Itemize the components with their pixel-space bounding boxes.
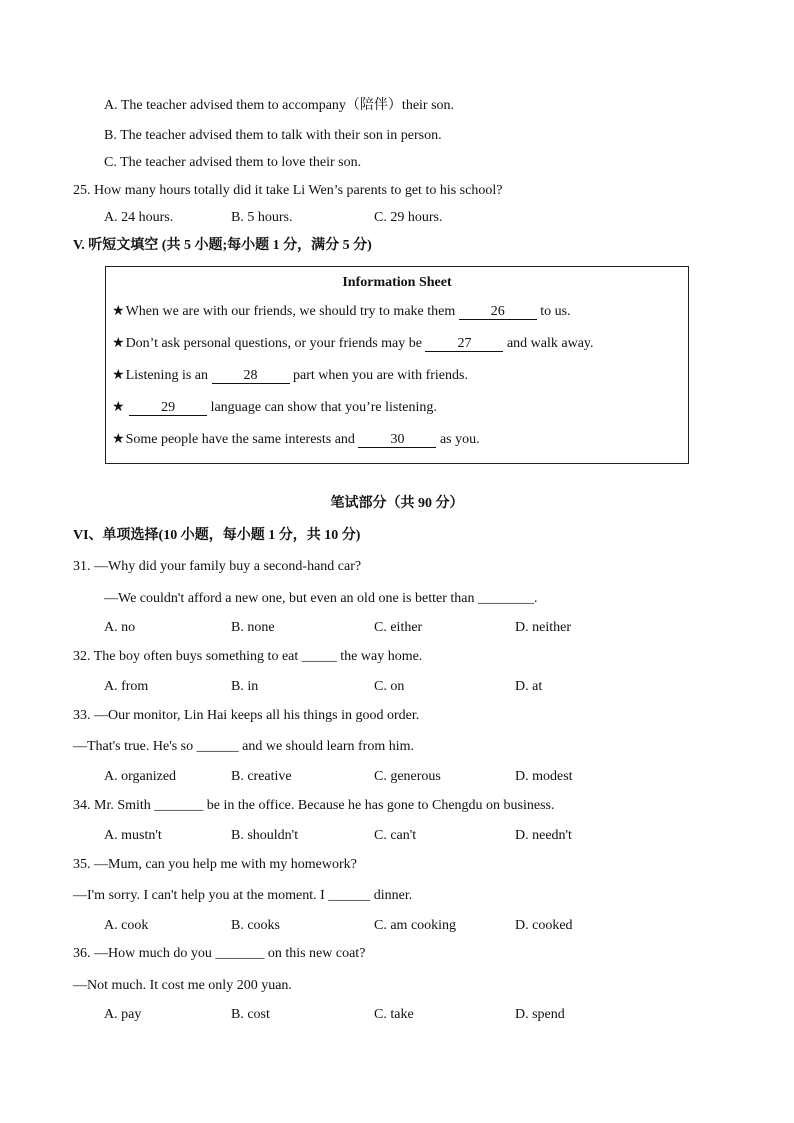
q24-option-c: C. The teacher advised them to love their son. [104,155,362,170]
q32-option-c: C. on [374,679,405,694]
q36-line2: —Not much. It cost me only 200 yuan. [73,978,292,993]
star-icon: ★ [112,400,125,415]
q33-option-d: D. modest [515,769,573,784]
star-icon: ★ [112,304,125,319]
q35-line1: 35. —Mum, can you help me with my homework? [73,857,357,872]
q25-option-a: A. 24 hours. [104,210,174,225]
section-5-title: V. 听短文填空 (共 5 小题;每小题 1 分，满分 5 分) [73,238,372,253]
q33-option-b: B. creative [231,769,292,784]
q35-line2: —I'm sorry. I can't help you at the moment. I ______ dinner. [73,888,413,903]
q25-question: 25. How many hours totally did it take Li Wen’s parents to get to his school? [73,183,503,198]
q35-option-b: B. cooks [231,918,280,933]
q31-option-b: B. none [231,620,275,635]
information-sheet-title: Information Sheet [342,275,452,290]
star-icon: ★ [112,432,125,447]
q34-option-b: B. shouldn't [231,828,299,843]
written-part-title: 笔试部分（共 90 分） [330,496,464,511]
q36-line1: 36. —How much do you _______ on this new coat? [73,946,366,961]
q32-option-a: A. from [104,679,149,694]
q31-option-c: C. either [374,620,423,635]
q25-option-c: C. 29 hours. [374,210,443,225]
blank-29: 29 [129,400,207,416]
q31-option-a: A. no [104,620,136,635]
q32-option-b: B. in [231,679,259,694]
q33-option-c: C. generous [374,769,441,784]
star-icon: ★ [112,368,125,383]
q36-option-b: B. cost [231,1007,270,1022]
q32-option-d: D. at [515,679,543,694]
q33-line2: —That's true. He's so ______ and we should learn from him. [73,739,414,754]
blank-27: 27 [425,336,503,352]
q36-option-c: C. take [374,1007,414,1022]
blank-28: 28 [212,368,290,384]
q25-option-b: B. 5 hours. [231,210,293,225]
q35-option-c: C. am cooking [374,918,457,933]
q36-option-d: D. spend [515,1007,565,1022]
q33-option-a: A. organized [104,769,177,784]
q24-option-a: A. The teacher advised them to accompany（陪伴）their son. [104,98,455,113]
sheet-item-29: ★ 29 language can show that you’re listening. [112,400,437,415]
blank-26: 26 [459,304,537,320]
sheet-item-27: ★Don’t ask personal questions, or your friends may be 27 and walk away. [112,336,594,351]
blank-30: 30 [358,432,436,448]
q32-line1: 32. The boy often buys something to eat _____ the way home. [73,649,423,664]
q34-option-a: A. mustn't [104,828,162,843]
q31-line2: —We couldn't afford a new one, but even an old one is better than ________. [104,591,538,606]
q36-option-a: A. pay [104,1007,142,1022]
sheet-item-26: ★When we are with our friends, we should try to make them 26 to us. [112,304,571,319]
q31-line1: 31. —Why did your family buy a second-hand car? [73,559,362,574]
q34-option-d: D. needn't [515,828,572,843]
q35-option-d: D. cooked [515,918,573,933]
sheet-item-28: ★Listening is an 28 part when you are with friends. [112,368,468,383]
q31-option-d: D. neither [515,620,571,635]
q35-option-a: A. cook [104,918,149,933]
section-6-title: VI、单项选择(10 小题，每小题 1 分，共 10 分) [73,528,361,543]
star-icon: ★ [112,336,125,351]
q33-line1: 33. —Our monitor, Lin Hai keeps all his things in good order. [73,708,420,723]
q24-option-b: B. The teacher advised them to talk with their son in person. [104,128,442,143]
q34-option-c: C. can't [374,828,417,843]
sheet-item-30: ★Some people have the same interests and 30 as you. [112,432,480,447]
q34-line1: 34. Mr. Smith _______ be in the office. Because he has gone to Chengdu on business. [73,798,555,813]
